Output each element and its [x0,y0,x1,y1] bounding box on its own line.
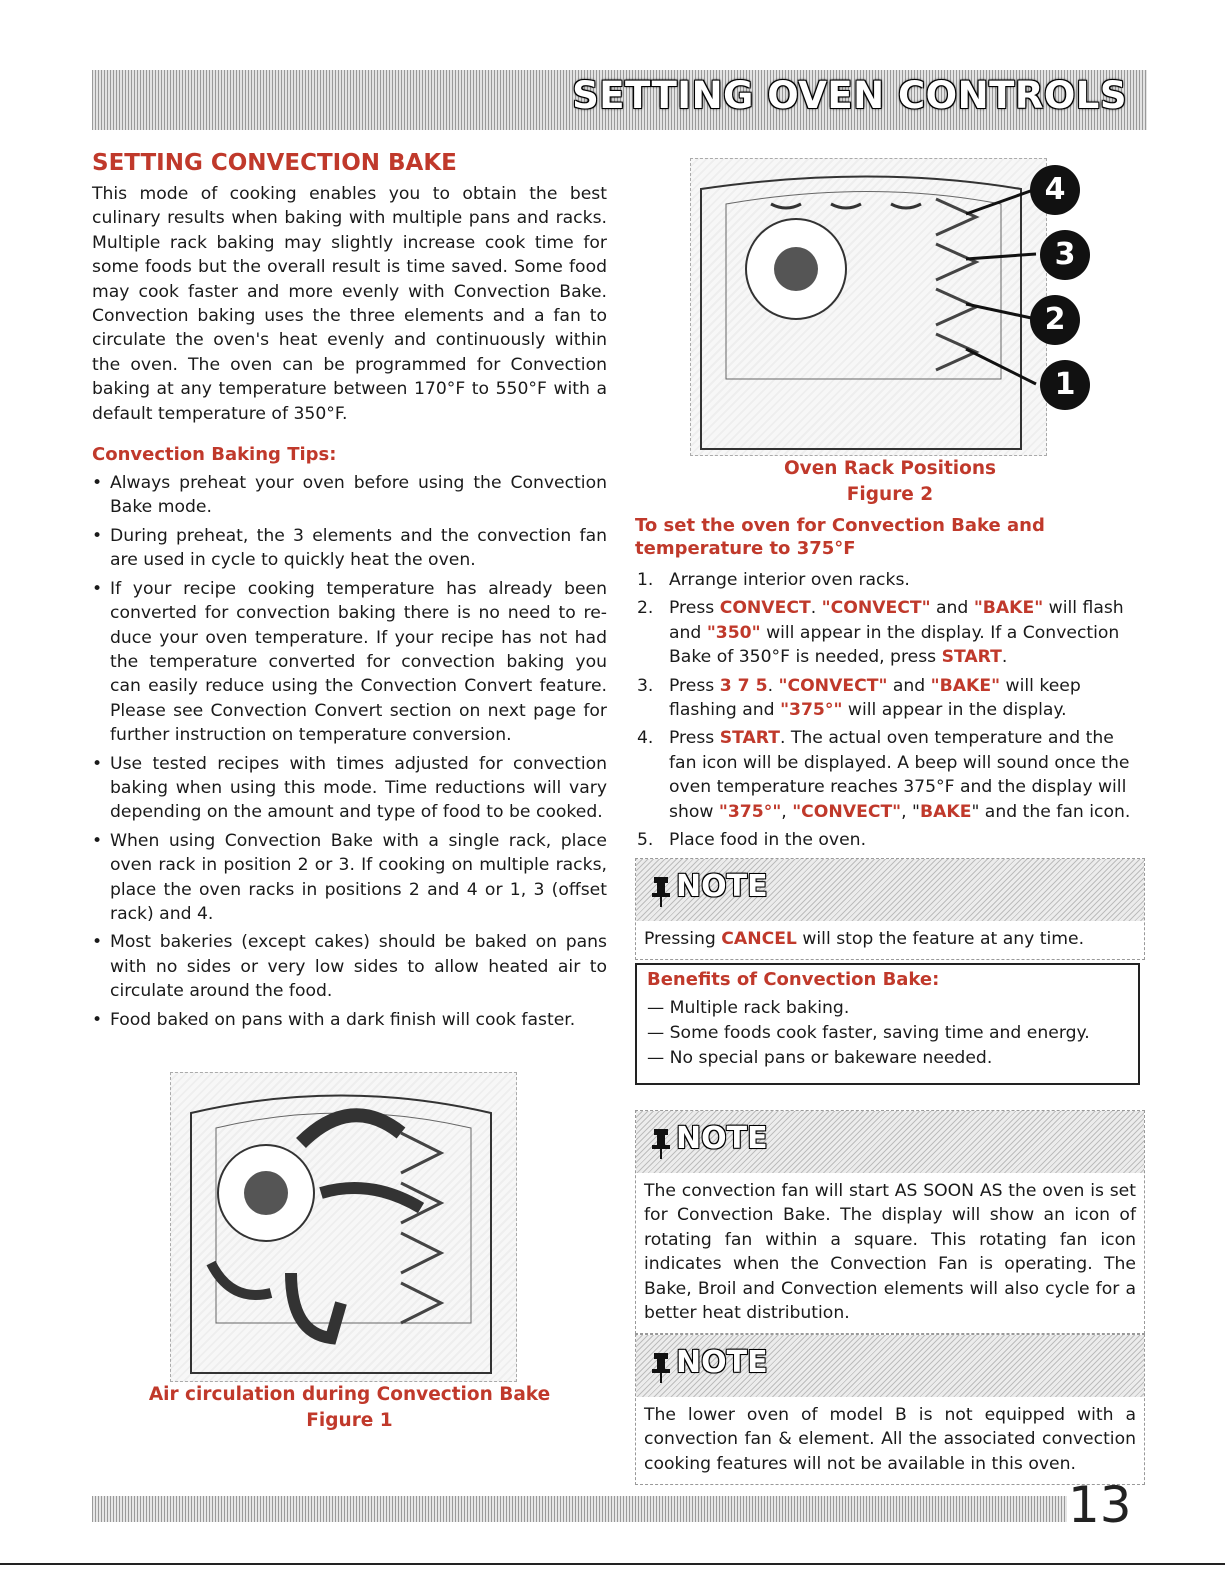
text-run: will appear in the display. If a Convection Bake of 350°F is needed, press [669,622,1120,668]
rack-position-4-badge: 4 [1030,165,1080,215]
tips-list [92,471,607,1032]
step-item [635,568,1143,592]
text-run: Press [669,728,720,749]
tip-text: Food baked on pans with a dark finish will cook faster. [110,1009,576,1030]
text-run: " and the fan icon. [971,801,1131,822]
figure-2-caption [635,456,1145,508]
text-run: Pressing [644,929,722,949]
left-column [92,150,607,1036]
tip-item [92,524,607,573]
note-band [636,1111,1144,1173]
tip-text: During preheat, the 3 elements and the convection fan are used in cycle to quickly heat the oven. [110,525,607,571]
keyword-text: "BAKE" [973,598,1044,619]
keyword-text: "350" [706,622,761,643]
note-label: NOTE [676,869,768,904]
text-run: will appear in the display. [842,700,1067,721]
step-item [635,596,1143,669]
bullet-icon: • [92,932,103,953]
text-run: . [810,598,822,619]
section-title: SETTING CONVECTION BAKE [92,150,457,176]
figure-1-caption-label: Figure 1 [306,1410,393,1431]
text-run: Arrange interior oven racks. [669,570,910,590]
text-run: Press [669,675,720,696]
text-run: and [887,675,931,696]
steps-section [635,514,1143,856]
keyword-text: CANCEL [721,929,797,949]
pushpin-icon [650,877,672,911]
tips-heading: Convection Baking Tips: [92,444,337,466]
figure-2-caption-title: Oven Rack Positions [783,458,997,479]
note-band [636,1335,1144,1397]
figure-2-rack-positions [690,158,1047,456]
header-band [92,70,1147,130]
tip-item [92,577,607,748]
tip-item [92,1008,607,1032]
text-run: , [781,801,793,822]
figure-1-caption [92,1382,607,1434]
note-box-convection-fan [635,1110,1145,1334]
oven-rack-illustration [691,159,1046,455]
keyword-text: BAKE [919,801,972,822]
step-item [635,726,1143,824]
keyword-text: START [941,647,1002,668]
step-number: 5. [637,830,654,851]
benefit-item: — No special pans or bakeware needed. [647,1048,993,1068]
bullet-icon: • [92,525,103,546]
footer-band [92,1496,1067,1522]
keyword-text: START [719,728,780,749]
rack-position-3-badge: 3 [1040,230,1090,280]
page-header-title: SETTING OVEN CONTROLS [572,74,1127,117]
step-item [635,828,1143,852]
note-label: NOTE [676,1345,768,1380]
note-label: NOTE [676,1121,768,1156]
note-band [636,859,1144,921]
keyword-text: "CONVECT" [792,801,902,822]
tip-item [92,471,607,520]
figure-1-caption-title: Air circulation during Convection Bake [148,1384,551,1405]
keyword-text: "BAKE" [930,675,1001,696]
steps-list [635,568,1143,852]
intro-paragraph: This mode of cooking enables you to obtain the best culinary results when baking with multiple pans and racks. Multiple rack baking may slightly increase cook time for some foods but the overall result is time saved. Some food may cook faster and more evenly with Convection Bake. Convection baking uses the three elements and a fan to circulate the oven's heat evenly and continuously within the oven. The oven can be programmed for Convection baking at any temperature between 170°F to 550°F with a default temperature of 350°F. [92,184,607,424]
text-run: Press [669,598,720,619]
tip-text: If your recipe cooking temperature has already been converted for convection baking there is no need to re-duce your oven temperature. If your recipe has not had the temperature converted for convection baking you can easily reduce using the Convection Convert feature. Please see Convection Convert section on next page for further instruction on temperature conversion. [110,578,607,746]
figure-2-caption-label: Figure 2 [846,484,934,505]
step-number: 3. [637,675,654,696]
bullet-icon: • [92,830,103,851]
tip-text: Use tested recipes with times adjusted for convection baking when using this mode. Time reductions will vary depending on the amount and type of food to be cooked. [110,753,607,823]
text-run: . The actual oven temperature and the fan icon will be displayed. A beep will sound once the oven temperature reaches 375°F and the display will show [669,728,1130,822]
keyword-text: "CONVECT" [778,675,888,696]
step-item [635,674,1143,723]
rack-position-1-badge: 1 [1040,360,1090,410]
text-run: will keep flashing and [669,675,1081,721]
benefits-title: Benefits of Convection Bake: [647,969,940,990]
benefits-box [635,963,1140,1085]
text-run: will stop the feature at any time. [796,929,1085,949]
step-number: 2. [637,598,654,619]
keyword-text: "375°" [718,801,782,822]
page-number: 13 [1068,1476,1132,1534]
bottom-rule [0,1563,1225,1565]
text-run: , " [901,801,920,822]
rack-position-2-badge: 2 [1030,295,1080,345]
note-text [636,921,1144,959]
text-run: . [767,675,779,696]
benefit-item: — Multiple rack baking. [647,998,850,1018]
text-run: and [930,598,974,619]
step-number: 4. [637,728,654,749]
bullet-icon: • [92,578,103,599]
bullet-icon: • [92,1009,103,1030]
pushpin-icon [650,1353,672,1387]
keyword-text: "375°" [780,700,843,721]
bullet-icon: • [92,753,103,774]
steps-heading: To set the oven for Convection Bake and temperature to 375°F [635,515,1045,559]
pushpin-icon [650,1129,672,1163]
tip-item [92,829,607,927]
note-box-cancel [635,858,1145,960]
tip-item [92,930,607,1003]
note-text: The convection fan will start AS SOON AS the oven is set for Convection Bake. The display will show an icon of rotating fan within a square. This rotating fan icon indicates when the Convection Fan is operating. The Bake, Broil and Convection elements will also cycle for a better heat distribution. [644,1181,1136,1324]
step-number: 1. [637,570,654,590]
text-run: . [1001,647,1008,668]
text-run: will flash and [669,598,1124,643]
text-run: Place food in the oven. [669,830,867,851]
note-box-lower-oven [635,1334,1145,1485]
tip-item [92,752,607,825]
note-text: The lower oven of model B is not equipped with a convection fan & element. All the associated convection cooking features will not be available in this oven. [644,1405,1136,1474]
tip-text: When using Convection Bake with a single rack, place oven rack in position 2 or 3. If cooking on multiple racks, place the oven racks in positions 2 and 4 or 1, 3 (offset rack) and 4. [110,830,607,924]
tip-text: Always preheat your oven before using the Convection Bake mode. [110,473,607,518]
keyword-text: 3 7 5 [719,675,768,696]
keyword-text: CONVECT [719,598,811,619]
oven-air-circulation-illustration [171,1073,516,1381]
benefit-item: — Some foods cook faster, saving time and energy. [647,1023,1090,1043]
tip-text: Most bakeries (except cakes) should be baked on pans with no sides or very low sides to allow heated air to circulate around the food. [110,932,607,1002]
bullet-icon: • [92,473,103,494]
keyword-text: "CONVECT" [821,598,931,619]
figure-1-air-circulation [170,1072,517,1382]
